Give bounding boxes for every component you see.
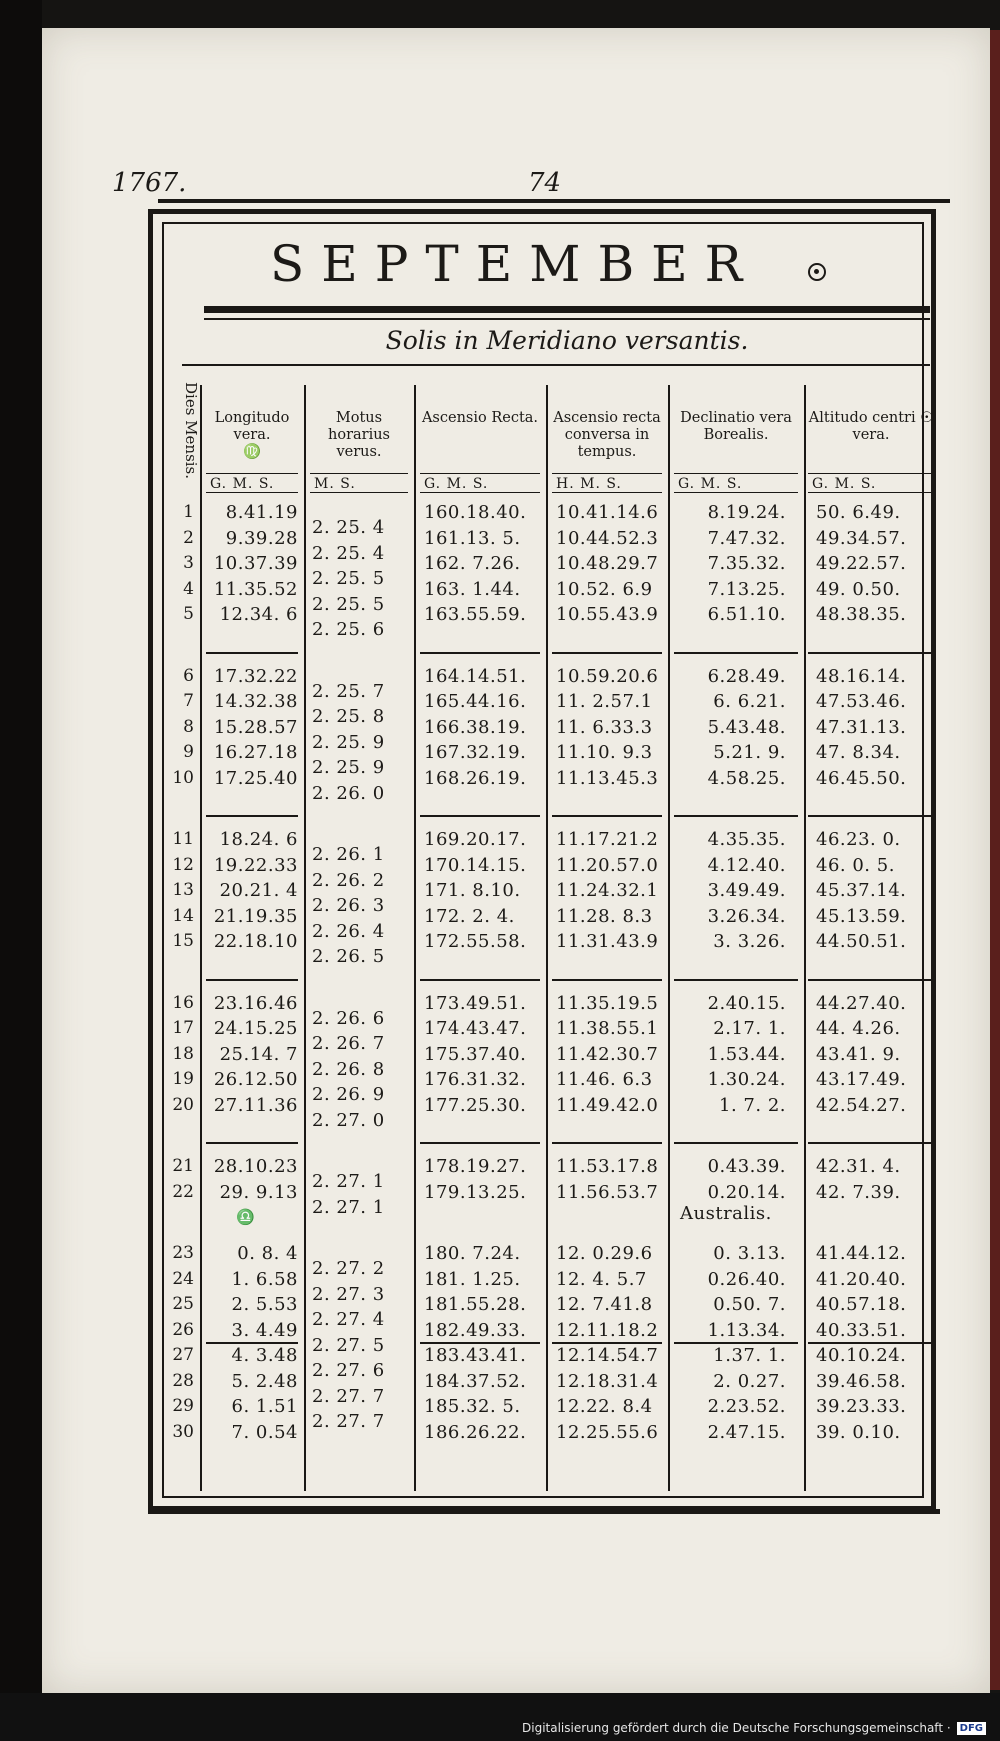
motus-cell: 2. 25. 7	[312, 680, 385, 702]
ascensio-cell: 178.19.27.	[424, 1156, 527, 1177]
motus-cell: 2. 25. 4	[312, 542, 385, 564]
column-divider	[414, 385, 416, 1491]
motus-header: Motus horarius verus.	[328, 410, 390, 460]
day-number: 3	[183, 553, 194, 573]
group-separator	[808, 1142, 934, 1144]
group-separator	[674, 979, 798, 981]
altitudo-cell: 39.23.33.	[816, 1396, 907, 1417]
subtitle-rule	[182, 364, 930, 366]
altitudo-cell: 45.13.59.	[816, 905, 907, 927]
longitudo-cell: 28.10.23	[213, 1156, 298, 1177]
day-number: 19	[172, 1069, 194, 1089]
motus-cell: 2. 25. 5	[312, 593, 385, 615]
ascensio-conversa-cell: 10.44.52.3	[556, 527, 659, 549]
declinatio-cell: 1. 7. 2.	[719, 1094, 786, 1116]
ascensio-cell: 181. 1.25.	[424, 1268, 521, 1290]
ascensio-conversa-cell: 11. 2.57.1	[556, 691, 653, 712]
day-number: 5	[183, 604, 194, 624]
day-number: 1	[183, 502, 194, 522]
motus-cell: 2. 25. 8	[312, 706, 385, 728]
day-number: 20	[172, 1094, 194, 1115]
group-separator	[552, 815, 662, 817]
motus-cell: 2. 25. 4	[312, 517, 385, 539]
altitudo-cell: 44. 4.26.	[816, 1018, 901, 1039]
altitudo-cell: 46.23. 0.	[816, 829, 901, 850]
altitudo-cell: 43.17.49.	[816, 1069, 907, 1090]
book-spine	[0, 0, 42, 1741]
longitudo-cell: 4. 3.48	[231, 1345, 298, 1366]
declinatio-cell: 0.20.14.	[707, 1181, 786, 1203]
motus-cell: 2. 27. 7	[312, 1385, 385, 1407]
day-number: 13	[172, 880, 194, 900]
day-number: 14	[172, 905, 194, 926]
altitudo-cell: 46. 0. 5.	[816, 854, 895, 876]
longitudo-cell: 7. 0.54	[231, 1421, 298, 1443]
ascensio-cell: 186.26.22.	[424, 1421, 527, 1443]
column-divider	[304, 385, 306, 1491]
ascensio-cell: 163.55.59.	[424, 604, 527, 625]
footer-bar	[0, 1693, 1000, 1741]
ascensio-conversa-cell: 11.31.43.9	[556, 931, 659, 952]
ascensio-conversa-cell: 10.59.20.6	[556, 665, 659, 687]
longitudo-cell: 6. 1.51	[231, 1396, 298, 1417]
group-separator	[552, 1142, 662, 1144]
day-number: 12	[172, 854, 194, 875]
declinatio-cell: 1.37. 1.	[713, 1345, 786, 1366]
declinatio-cell: 1.13.34.	[707, 1319, 786, 1341]
group-separator	[674, 1342, 798, 1344]
ascensio-conversa-cell: 12.11.18.2	[556, 1319, 659, 1341]
motus-cell: 2. 26. 6	[312, 1007, 385, 1029]
longitudo-units: G. M. S.	[206, 473, 298, 493]
longitudo-cell: 29. 9.13	[219, 1181, 298, 1203]
ascensio-conversa-cell: 11.35.19.5	[556, 992, 659, 1014]
altitudo-cell: 40.33.51.	[816, 1319, 907, 1341]
ascensio-conversa-header: Ascensio recta conversa in tempus.	[553, 410, 661, 460]
group-separator	[420, 652, 540, 654]
day-number: 9	[183, 742, 194, 762]
declinatio-cell: 0. 3.13.	[713, 1243, 786, 1264]
dfg-logo-icon: DFG	[957, 1722, 986, 1735]
group-separator	[808, 1342, 934, 1344]
longitudo-cell: 1. 6.58	[231, 1268, 298, 1290]
day-number: 8	[183, 716, 194, 737]
motus-cell: 2. 26. 3	[312, 895, 385, 917]
ascensio-cell: 181.55.28.	[424, 1294, 527, 1315]
ascensio-cell: 165.44.16.	[424, 691, 527, 712]
day-number: 15	[172, 931, 194, 951]
altitudo-cell: 43.41. 9.	[816, 1043, 901, 1065]
altitudo-cell: 41.20.40.	[816, 1268, 907, 1290]
group-separator	[552, 979, 662, 981]
declinatio-cell: 2. 0.27.	[713, 1370, 786, 1392]
longitudo-cell: 11.35.52	[213, 578, 298, 600]
ascensio-conversa-cell: 11.49.42.0	[556, 1094, 659, 1116]
ascensio-cell: 185.32. 5.	[424, 1396, 521, 1417]
longitudo-cell: 18.24. 6	[219, 829, 298, 850]
ascensio-conversa-cell: 11.28. 8.3	[556, 905, 653, 927]
altitudo-cell: 42.54.27.	[816, 1094, 907, 1116]
group-separator	[674, 815, 798, 817]
day-number: 22	[172, 1181, 194, 1202]
subtitle: Solis in Meridiano versantis.	[385, 326, 749, 355]
motus-cell: 2. 27. 6	[312, 1360, 385, 1382]
ascensio-header: Ascensio Recta.	[421, 410, 539, 426]
declinatio-cell: 4.35.35.	[707, 829, 786, 850]
ascensio-cell: 176.31.32.	[424, 1069, 527, 1090]
motus-cell: 2. 27. 3	[312, 1283, 385, 1305]
declinatio-cell: 0.43.39.	[707, 1156, 786, 1177]
column-divider	[200, 385, 202, 1491]
altitudo-cell: 45.37.14.	[816, 880, 907, 901]
ascensio-cell: 182.49.33.	[424, 1319, 527, 1341]
day-number: 17	[172, 1018, 194, 1038]
ascensio-conversa-cell: 11.38.55.1	[556, 1018, 659, 1039]
declinatio-header: Declinatio vera Borealis.	[680, 410, 792, 443]
motus-cell: 2. 27. 1	[312, 1171, 385, 1193]
motus-cell: 2. 26. 5	[312, 946, 385, 968]
motus-cell: 2. 26. 1	[312, 844, 385, 866]
ascensio-cell: 172. 2. 4.	[424, 905, 515, 927]
altitudo-cell: 47.53.46.	[816, 691, 907, 712]
ascensio-conversa-cell: 11. 6.33.3	[556, 716, 653, 738]
group-separator	[808, 815, 934, 817]
ascensio-cell: 160.18.40.	[424, 502, 527, 523]
group-separator	[808, 652, 934, 654]
motus-cell: 2. 26. 4	[312, 920, 385, 942]
group-separator	[420, 1342, 540, 1344]
footer-credit	[522, 1721, 986, 1735]
ascensio-conversa-cell: 11.42.30.7	[556, 1043, 659, 1065]
ascensio-cell: 171. 8.10.	[424, 880, 521, 901]
ascensio-conversa-units: H. M. S.	[552, 473, 662, 493]
altitudo-cell: 42. 7.39.	[816, 1181, 901, 1203]
ascensio-conversa-cell: 12.18.31.4	[556, 1370, 659, 1392]
longitudo-cell: 15.28.57	[213, 716, 298, 738]
motus-cell: 2. 26. 9	[312, 1084, 385, 1106]
longitudo-cell: 14.32.38	[213, 691, 298, 712]
ascensio-conversa-cell: 11.17.21.2	[556, 829, 659, 850]
altitudo-units: G. M. S.	[808, 473, 934, 493]
group-separator	[206, 652, 298, 654]
day-number: 10	[172, 767, 194, 788]
motus-cell: 2. 27. 0	[312, 1109, 385, 1131]
group-separator	[206, 1342, 298, 1344]
motus-cell: 2. 27. 1	[312, 1196, 385, 1218]
altitudo-cell: 44.50.51.	[816, 931, 907, 952]
ascensio-conversa-cell: 11.46. 6.3	[556, 1069, 653, 1090]
altitudo-cell: 48.16.14.	[816, 665, 907, 687]
year: 1767.	[112, 168, 187, 198]
ascensio-cell: 184.37.52.	[424, 1370, 527, 1392]
day-number: 6	[183, 665, 194, 686]
altitudo-cell: 41.44.12.	[816, 1243, 907, 1264]
motus-units: M. S.	[310, 473, 408, 493]
altitudo-cell: 48.38.35.	[816, 604, 907, 625]
group-separator	[552, 652, 662, 654]
declinatio-cell: 4.58.25.	[707, 767, 786, 789]
longitudo-cell: 17.25.40	[213, 767, 298, 789]
motus-cell: 2. 26. 0	[312, 782, 385, 804]
longitudo-cell: 3. 4.49	[231, 1319, 298, 1341]
longitudo-cell: 9.39.28	[225, 527, 298, 549]
longitudo-cell: 17.32.22	[213, 665, 298, 687]
dies-mensis-header: Dies Mensis.	[182, 382, 200, 480]
altitudo-cell: 42.31. 4.	[816, 1156, 901, 1177]
longitudo-header	[206, 410, 298, 461]
ascensio-conversa-cell: 12.14.54.7	[556, 1345, 659, 1366]
group-separator	[206, 1142, 298, 1144]
ascensio-conversa-cell: 11.10. 9.3	[556, 742, 653, 763]
title-rule-thick	[204, 306, 930, 313]
longitudo-label: Longitudo vera.	[214, 410, 290, 443]
column-divider	[546, 385, 548, 1491]
column-divider	[804, 385, 806, 1491]
ascensio-cell: 172.55.58.	[424, 931, 527, 952]
month-title: SEPTEMBER	[270, 235, 760, 293]
longitudo-cell: 0. 8. 4	[237, 1243, 298, 1264]
day-number: 24	[172, 1268, 194, 1289]
ascensio-conversa-cell: 11.20.57.0	[556, 854, 659, 876]
altitudo-cell: 49.34.57.	[816, 527, 907, 549]
altitudo-cell: 47.31.13.	[816, 716, 907, 738]
ascensio-conversa-cell: 11.24.32.1	[556, 880, 659, 901]
motus-cell: 2. 26. 7	[312, 1033, 385, 1055]
longitudo-cell: 20.21. 4	[219, 880, 298, 901]
motus-cell: 2. 27. 2	[312, 1258, 385, 1280]
day-number: 4	[183, 578, 194, 599]
group-separator	[808, 979, 934, 981]
ascensio-cell: 169.20.17.	[424, 829, 527, 850]
group-separator	[206, 979, 298, 981]
group-separator	[420, 1142, 540, 1144]
ascensio-cell: 161.13. 5.	[424, 527, 521, 549]
ascensio-cell: 177.25.30.	[424, 1094, 527, 1116]
declinatio-cell: 5.43.48.	[707, 716, 786, 738]
altitudo-cell: 49. 0.50.	[816, 578, 901, 600]
sun-icon	[808, 263, 826, 281]
group-separator	[206, 815, 298, 817]
column-divider	[668, 385, 670, 1491]
ascensio-conversa-cell: 10.55.43.9	[556, 604, 659, 625]
altitudo-cell: 47. 8.34.	[816, 742, 901, 763]
day-number: 29	[172, 1396, 194, 1416]
declinatio-cell: 3.49.49.	[707, 880, 786, 901]
day-number: 7	[183, 691, 194, 711]
day-number: 23	[172, 1243, 194, 1263]
ascensio-cell: 183.43.41.	[424, 1345, 527, 1366]
virgo-sign: ♍	[242, 444, 262, 460]
ascensio-cell: 164.14.51.	[424, 665, 527, 687]
ascensio-conversa-cell: 12.25.55.6	[556, 1421, 659, 1443]
altitudo-cell: 50. 6.49.	[816, 502, 901, 523]
title-rule-thin	[204, 318, 930, 320]
ascensio-conversa-cell: 12. 4. 5.7	[556, 1268, 647, 1290]
declinatio-cell: 2.47.15.	[707, 1421, 786, 1443]
declinatio-cell: 2.17. 1.	[713, 1018, 786, 1039]
longitudo-cell: 12.34. 6	[219, 604, 298, 625]
longitudo-cell: 27.11.36	[213, 1094, 298, 1116]
book-edge	[990, 30, 1000, 1690]
ascensio-cell: 162. 7.26.	[424, 553, 521, 574]
longitudo-cell: 21.19.35	[213, 905, 298, 927]
longitudo-cell: 16.27.18	[213, 742, 298, 763]
longitudo-cell: 23.16.46	[213, 992, 298, 1014]
declinatio-cell: 4.12.40.	[707, 854, 786, 876]
ascensio-conversa-cell: 10.52. 6.9	[556, 578, 653, 600]
longitudo-cell: 22.18.10	[213, 931, 298, 952]
ascensio-cell: 173.49.51.	[424, 992, 527, 1014]
group-separator	[674, 652, 798, 654]
ascensio-cell: 167.32.19.	[424, 742, 527, 763]
altitudo-cell: 44.27.40.	[816, 992, 907, 1014]
declinatio-cell: 1.53.44.	[707, 1043, 786, 1065]
altitudo-cell: 49.22.57.	[816, 553, 907, 574]
motus-cell: 2. 27. 4	[312, 1309, 385, 1331]
altitudo-cell: 39. 0.10.	[816, 1421, 901, 1443]
ascensio-conversa-cell: 11.53.17.8	[556, 1156, 659, 1177]
day-number: 11	[172, 829, 194, 849]
day-number: 18	[172, 1043, 194, 1064]
ascensio-conversa-cell: 12. 7.41.8	[556, 1294, 653, 1315]
ascensio-cell: 170.14.15.	[424, 854, 527, 876]
motus-cell: 2. 25. 5	[312, 568, 385, 590]
altitudo-header: Altitudo centri ☉ vera.	[808, 410, 934, 443]
day-number: 25	[172, 1294, 194, 1314]
ascensio-conversa-cell: 12.22. 8.4	[556, 1396, 653, 1417]
longitudo-cell: 19.22.33	[213, 854, 298, 876]
ascensio-conversa-cell: 11.13.45.3	[556, 767, 659, 789]
ascensio-cell: 175.37.40.	[424, 1043, 527, 1065]
motus-cell: 2. 25. 6	[312, 619, 385, 641]
declinatio-cell: 3.26.34.	[707, 905, 786, 927]
motus-cell: 2. 25. 9	[312, 757, 385, 779]
motus-cell: 2. 27. 7	[312, 1411, 385, 1433]
day-number: 26	[172, 1319, 194, 1340]
declinatio-cell: 0.26.40.	[707, 1268, 786, 1290]
declinatio-cell: 8.19.24.	[707, 502, 786, 523]
group-separator	[552, 1342, 662, 1344]
longitudo-cell: 8.41.19	[225, 502, 298, 523]
declinatio-cell: 1.30.24.	[707, 1069, 786, 1090]
altitudo-cell: 39.46.58.	[816, 1370, 907, 1392]
longitudo-cell: 24.15.25	[213, 1018, 298, 1039]
declinatio-cell: 6.51.10.	[707, 604, 786, 625]
declinatio-cell: 5.21. 9.	[713, 742, 786, 763]
motus-cell: 2. 25. 9	[312, 731, 385, 753]
libra-sign: ♎	[236, 1208, 255, 1226]
day-number: 28	[172, 1370, 194, 1391]
declinatio-cell: 2.23.52.	[707, 1396, 786, 1417]
page-number: 74	[528, 168, 562, 198]
ascensio-conversa-cell: 10.48.29.7	[556, 553, 659, 574]
footer-credit-text: Digitalisierung gefördert durch die Deutsche Forschungsgemeinschaft ·	[522, 1721, 951, 1735]
ascensio-cell: 166.38.19.	[424, 716, 527, 738]
declinatio-cell: 7.35.32.	[707, 553, 786, 574]
ascensio-cell: 179.13.25.	[424, 1181, 527, 1203]
declinatio-cell: 3. 3.26.	[713, 931, 786, 952]
ascensio-cell: 180. 7.24.	[424, 1243, 521, 1264]
ascensio-units: G. M. S.	[420, 473, 540, 493]
declinatio-cell: 6.28.49.	[707, 665, 786, 687]
top-rule	[158, 199, 950, 203]
declinatio-cell: 7.13.25.	[707, 578, 786, 600]
longitudo-cell: 2. 5.53	[231, 1294, 298, 1315]
day-number: 30	[172, 1421, 194, 1442]
ascensio-conversa-cell: 10.41.14.6	[556, 502, 659, 523]
group-separator	[420, 815, 540, 817]
bottom-rule	[148, 1509, 940, 1514]
altitudo-cell: 46.45.50.	[816, 767, 907, 789]
group-separator	[674, 1142, 798, 1144]
day-number: 21	[172, 1156, 194, 1176]
longitudo-cell: 10.37.39	[213, 553, 298, 574]
ascensio-conversa-cell: 11.56.53.7	[556, 1181, 659, 1203]
motus-cell: 2. 27. 5	[312, 1334, 385, 1356]
declinatio-cell: 0.50. 7.	[713, 1294, 786, 1315]
longitudo-cell: 26.12.50	[213, 1069, 298, 1090]
motus-cell: 2. 26. 2	[312, 869, 385, 891]
group-separator	[420, 979, 540, 981]
altitudo-cell: 40.57.18.	[816, 1294, 907, 1315]
day-number: 27	[172, 1345, 194, 1365]
longitudo-cell: 5. 2.48	[231, 1370, 298, 1392]
day-number: 16	[172, 992, 194, 1013]
ascensio-cell: 174.43.47.	[424, 1018, 527, 1039]
declinatio-cell: 2.40.15.	[707, 992, 786, 1014]
ascensio-conversa-cell: 12. 0.29.6	[556, 1243, 653, 1264]
australis-label: Australis.	[680, 1203, 772, 1224]
motus-cell: 2. 26. 8	[312, 1058, 385, 1080]
declinatio-cell: 6. 6.21.	[713, 691, 786, 712]
ascensio-cell: 163. 1.44.	[424, 578, 521, 600]
altitudo-cell: 40.10.24.	[816, 1345, 907, 1366]
longitudo-cell: 25.14. 7	[219, 1043, 298, 1065]
ascensio-cell: 168.26.19.	[424, 767, 527, 789]
declinatio-cell: 7.47.32.	[707, 527, 786, 549]
declinatio-units: G. M. S.	[674, 473, 798, 493]
day-number: 2	[183, 527, 194, 548]
